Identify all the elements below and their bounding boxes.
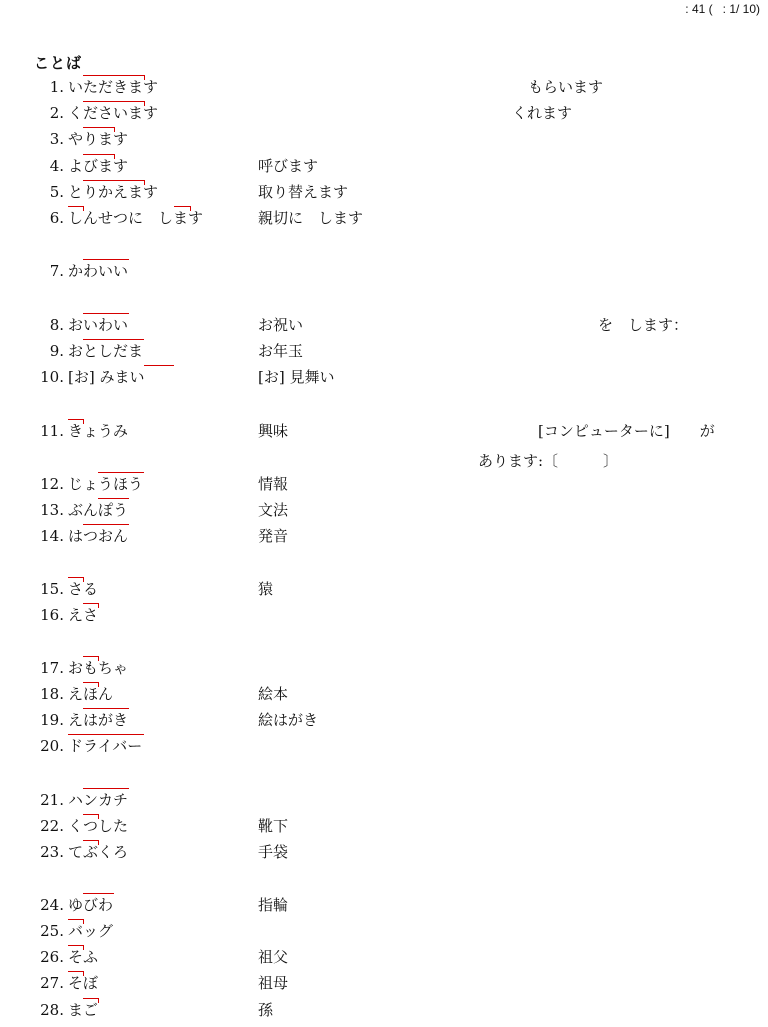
section-title: ことば (34, 54, 83, 72)
vocab-number: 23. (40, 843, 64, 861)
vocab-number: 25. (40, 922, 64, 940)
vocab-row (0, 262, 768, 288)
vocab-kana: そぼ (68, 974, 99, 992)
vocab-row (0, 711, 768, 737)
vocab-kana: えはがき (68, 711, 129, 729)
vocab-number: 3. (49, 130, 64, 148)
vocab-number: 9. (49, 342, 64, 360)
vocab-number: 7. (49, 262, 64, 280)
vocab-number: 27. (40, 974, 64, 992)
vocab-kana: えほん (68, 685, 114, 703)
vocab-row (0, 922, 768, 948)
vocab-number: 2. (49, 104, 64, 122)
vocab-kana: てぶくろ (68, 843, 129, 861)
vocab-number: 6. (49, 209, 64, 227)
vocab-row (0, 948, 768, 974)
vocab-number: 10. (40, 368, 64, 386)
vocab-kanji: 情報 (258, 475, 289, 493)
vocab-number: 16. (40, 606, 64, 624)
vocab-kana: ゆびわ (68, 896, 114, 914)
vocab-kana: しんせつに します (68, 209, 204, 227)
vocab-row (0, 183, 768, 209)
vocab-kana: まご (68, 1001, 99, 1019)
vocab-kana: とりかえます (68, 183, 159, 201)
vocab-kana: ぶんぽう (68, 501, 129, 519)
vocab-row (0, 368, 768, 394)
vocab-kanji: 発音 (258, 527, 289, 545)
vocab-row (0, 104, 768, 130)
vocab-kana: きょうみ (68, 422, 129, 440)
vocab-kana: おいわい (68, 316, 129, 334)
vocab-kana: バッグ (68, 922, 114, 940)
vocab-row (0, 316, 768, 342)
vocab-row (0, 580, 768, 606)
vocab-number: 11. (40, 422, 64, 440)
vocab-number: 26. (40, 948, 64, 966)
vocab-kanji: お年玉 (258, 342, 304, 360)
vocab-number: 28. (40, 1001, 64, 1019)
vocab-row (0, 501, 768, 527)
vocab-kana: おとしだま (68, 342, 144, 360)
vocab-row (0, 78, 768, 104)
vocab-kana: かわいい (68, 262, 129, 280)
vocab-note-line2: あります:〔 〕 (478, 452, 619, 470)
vocab-number: 8. (49, 316, 64, 334)
vocab-number: 18. (40, 685, 64, 703)
vocab-number: 1. (49, 78, 64, 96)
vocab-kana: いただきます (68, 78, 159, 96)
vocab-kanji: 祖母 (258, 974, 289, 992)
vocab-number: 14. (40, 527, 64, 545)
vocab-number: 15. (40, 580, 64, 598)
vocab-row (0, 342, 768, 368)
vocab-kanji: 文法 (258, 501, 289, 519)
vocab-kana: ハンカチ (68, 791, 129, 809)
vocab-number: 21. (40, 791, 64, 809)
vocab-number: 22. (40, 817, 64, 835)
vocab-kana: くださいます (68, 104, 159, 122)
page-header: : 41 ( : 1/ 10) (685, 2, 760, 16)
vocab-kana: じょうほう (68, 475, 144, 493)
vocab-number: 13. (40, 501, 64, 519)
vocab-number: 4. (49, 157, 64, 175)
vocab-kana: そふ (68, 948, 99, 966)
vocab-row (0, 527, 768, 553)
vocab-kana: はつおん (68, 527, 129, 545)
vocab-kana: えさ (68, 606, 99, 624)
vocab-number: 5. (49, 183, 64, 201)
vocab-kanji: 靴下 (258, 817, 289, 835)
vocab-kana: おもちゃ (68, 659, 129, 677)
vocab-row (0, 606, 768, 632)
vocab-kana: [お] みまい (68, 368, 145, 386)
vocab-row (0, 422, 768, 448)
vocab-row (0, 896, 768, 922)
vocab-note: くれます (512, 104, 573, 122)
vocab-number: 19. (40, 711, 64, 729)
vocab-number: 20. (40, 737, 64, 755)
vocab-kanji: 絵本 (258, 685, 289, 703)
vocab-row (0, 685, 768, 711)
vocab-row (0, 659, 768, 685)
vocab-kanji: 絵はがき (258, 711, 319, 729)
vocab-row (0, 475, 768, 501)
vocab-row (0, 209, 768, 235)
vocab-kanji: 指輪 (258, 896, 289, 914)
vocab-note: を します： (598, 316, 689, 334)
vocab-kana: くつした (68, 817, 129, 835)
vocab-row (0, 843, 768, 869)
vocab-kana: さる (68, 580, 99, 598)
vocab-kana: よびます (68, 157, 129, 175)
vocab-kanji: 呼びます (258, 157, 319, 175)
vocab-number: 24. (40, 896, 64, 914)
vocab-kanji: 祖父 (258, 948, 289, 966)
vocab-kanji: 孫 (258, 1001, 274, 1019)
vocab-row (0, 130, 768, 156)
vocab-kana: やります (68, 130, 129, 148)
vocab-note: [コンピューターに] が (538, 422, 715, 440)
vocab-kana: ドライバー (68, 737, 143, 755)
vocab-kanji: お祝い (258, 316, 304, 334)
vocab-kanji: [お] 見舞い (258, 368, 335, 386)
vocab-number: 12. (40, 475, 64, 493)
vocab-row (0, 791, 768, 817)
vocab-kanji: 手袋 (258, 843, 289, 861)
vocab-row (0, 157, 768, 183)
vocab-kanji: 親切に します (258, 209, 364, 227)
vocab-row (0, 1001, 768, 1027)
vocab-kanji: 興味 (258, 422, 289, 440)
vocab-row (0, 737, 768, 763)
vocab-note: もらいます (528, 78, 604, 96)
vocab-kanji: 取り替えます (258, 183, 349, 201)
vocab-number: 17. (40, 659, 64, 677)
vocab-row (0, 974, 768, 1000)
vocab-row (0, 817, 768, 843)
vocab-kanji: 猿 (258, 580, 274, 598)
